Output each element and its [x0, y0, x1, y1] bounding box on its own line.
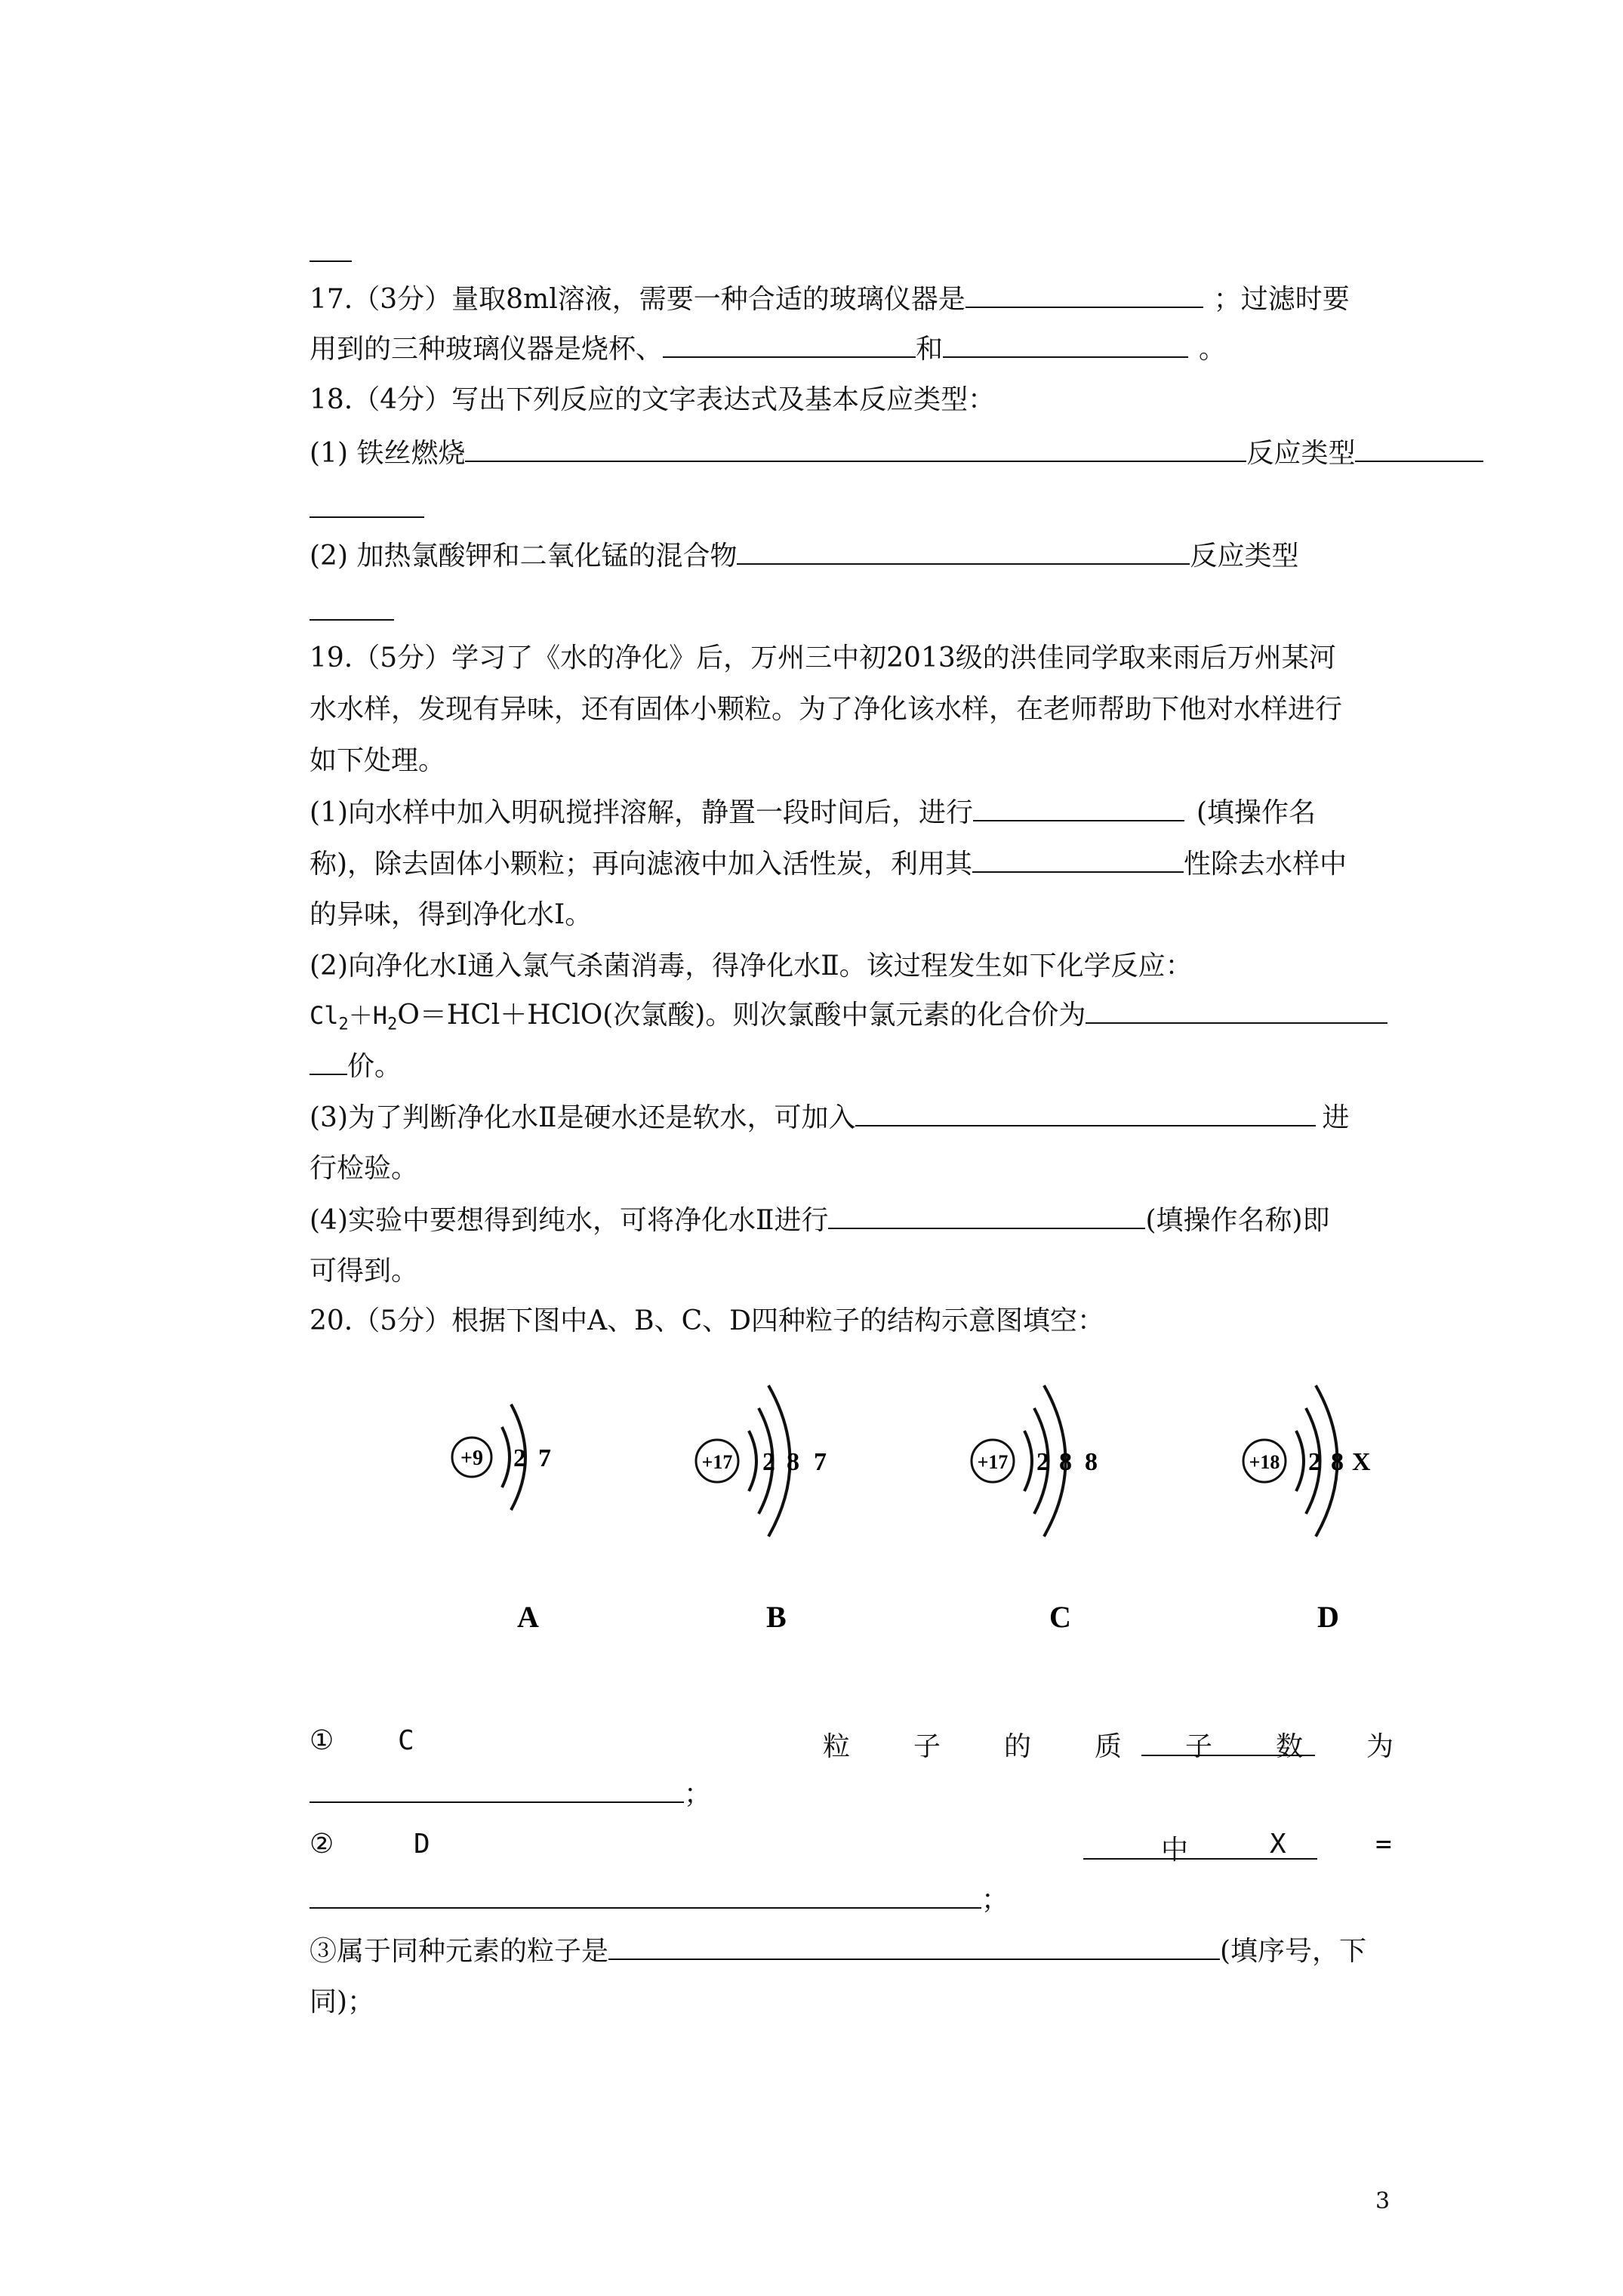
q19-p3b-text: 行检验。: [310, 1153, 419, 1184]
q18-type-label1: 反应类型: [1246, 438, 1356, 469]
q19-blank-distill[interactable]: [828, 1203, 1145, 1229]
q20-s2-x: X: [1270, 1829, 1286, 1860]
particle-label: C: [1049, 1600, 1071, 1634]
q19-head3-text: 如下处理。: [310, 745, 446, 776]
q19-p1a-text: (1)向水样中加入明矾搅拌溶解，静置一段时间后，进行: [310, 797, 973, 828]
q19-p2a-text: (2)向净化水Ⅰ通入氯气杀菌消毒，得净化水Ⅱ。该过程发生如下化学反应：: [310, 951, 1193, 982]
shell-count: 8: [1085, 1448, 1098, 1476]
q19-head1: [310, 642, 1336, 675]
q19-p1b: [310, 847, 1347, 881]
q20-s1-marker: ①: [310, 1725, 334, 1756]
nucleus-charge: +17: [977, 1451, 1009, 1473]
q20-s1-cont: [310, 1777, 711, 1811]
q19-blank-valence-cont[interactable]: [310, 1049, 347, 1075]
q20-head-text: 20.（5分）根据下图中A、B、C、D四种粒子的结构示意图填空：: [310, 1305, 1105, 1336]
particle-label: B: [766, 1600, 787, 1634]
q19-p4b-text: 可得到。: [310, 1256, 419, 1287]
q19-p1c: [310, 898, 592, 932]
q20-blank-proton[interactable]: [1141, 1755, 1315, 1756]
shell-count: 7: [814, 1448, 827, 1476]
q19-p1a: [310, 796, 1316, 830]
q17-blank-instrument[interactable]: [965, 282, 1203, 308]
q18-head: [310, 384, 995, 417]
q19-p2a: [310, 950, 1193, 983]
q20-s1-char: 质: [1095, 1731, 1123, 1762]
shell-arc: [502, 1427, 510, 1487]
q18-item1: [310, 436, 1483, 470]
q17-line2: [310, 332, 1226, 366]
particle-c: [972, 1385, 1098, 1634]
nucleus-charge: +17: [701, 1451, 733, 1473]
q18-blank-type1[interactable]: [1355, 436, 1483, 462]
q18-blank-equation2[interactable]: [737, 539, 1190, 565]
q20-s1-char: 的: [1004, 1731, 1032, 1762]
q19-p4a-text: (4)实验中要想得到纯水，可将净化水Ⅱ进行: [310, 1205, 829, 1236]
q20-s1-end: ；: [684, 1779, 712, 1810]
q20-s2-marker: ②: [310, 1829, 334, 1860]
q18-type-label2: 反应类型: [1190, 541, 1299, 572]
shell-count: 2: [1308, 1448, 1321, 1476]
q20-s3a: [310, 1934, 1366, 1968]
q20-s2-eq: =: [1375, 1829, 1392, 1860]
q17-text1-after: ；过滤时要: [1213, 284, 1350, 315]
q19-eq-mid: ＋H: [348, 1001, 388, 1030]
q18-item2-text: (2) 加热氯酸钾和二氧化锰的混合物: [310, 541, 738, 572]
shell-count: 8: [1059, 1448, 1072, 1476]
q19-p3b: [310, 1152, 418, 1185]
q19-p3a: [310, 1101, 1349, 1135]
q20-s2-letter: D: [414, 1829, 430, 1860]
q19-eq-cl: Cl: [310, 1001, 339, 1030]
q20-s3b: [310, 1986, 374, 2019]
shell-count: X: [1352, 1448, 1371, 1476]
q20-s2-char: 中: [1161, 1835, 1189, 1866]
q19-head2-text: 水水样，发现有异味，还有固体小颗粒。为了净化该水样，在老师帮助下他对水样进行: [310, 694, 1343, 725]
q19-p1b-end: 性除去水样中: [1184, 849, 1347, 880]
q20-blank-x-cont[interactable]: [310, 1883, 981, 1909]
q17-text1: 17.（3分）量取8ml溶液，需要一种合适的玻璃仪器是: [310, 284, 965, 315]
q17-blank-3[interactable]: [943, 332, 1188, 358]
shell-count: 8: [1331, 1448, 1344, 1476]
q19-p4b: [310, 1255, 418, 1288]
q19-eq-post: O＝HCl＋HClO(次氯酸)。则次氯酸中氯元素的化合价为: [397, 1000, 1086, 1031]
q19-p2c-text: 价。: [347, 1051, 402, 1082]
q17-text2b: 和: [916, 334, 944, 365]
q17-text2-end: 。: [1199, 334, 1227, 365]
particle-label: D: [1317, 1600, 1339, 1634]
q19-blank-valence[interactable]: [1086, 998, 1387, 1024]
q20-s3a-text: ③属于同种元素的粒子是: [310, 1936, 609, 1967]
q18-blank-equation1[interactable]: [465, 436, 1246, 462]
q19-blank-operation[interactable]: [973, 796, 1184, 821]
q20-s2-end: ；: [981, 1885, 1009, 1915]
q18-blank-type2[interactable]: [310, 619, 394, 621]
shell-count: 2: [762, 1448, 775, 1476]
particle-d: [1243, 1385, 1371, 1634]
q20-s1-char: 子: [1185, 1731, 1213, 1762]
q20-blank-x[interactable]: [1083, 1858, 1317, 1860]
q20-s3b-text: 同)；: [310, 1986, 375, 2017]
q18-head-text: 18.（4分）写出下列反应的文字表达式及基本反应类型：: [310, 384, 996, 415]
q20-s2-line: [310, 1829, 1623, 1866]
q20-s1-char: 子: [913, 1731, 941, 1762]
q20-s1-line: [310, 1725, 1623, 1762]
q19-p3a-end: 进: [1322, 1102, 1350, 1133]
shell-count: 2: [513, 1444, 526, 1472]
particle-label: A: [517, 1600, 539, 1634]
q20-s1-char: 粒: [823, 1731, 851, 1762]
q18-item1-text: (1) 铁丝燃烧: [310, 438, 466, 469]
shell-arc: [1024, 1431, 1032, 1491]
q19-p4a-end: (填操作名称)即: [1145, 1205, 1330, 1236]
q20-blank-same-element[interactable]: [608, 1934, 1220, 1960]
q20-blank-proton-cont[interactable]: [310, 1777, 684, 1803]
q20-s1-letter: C: [398, 1725, 414, 1756]
shell-arc: [749, 1431, 756, 1491]
q17-blank-2[interactable]: [663, 332, 916, 358]
q19-head2: [310, 693, 1342, 726]
shell-count: 8: [787, 1448, 799, 1476]
page-number: 3: [1375, 2188, 1390, 2214]
q19-p3a-text: (3)为了判断净化水Ⅱ是硬水还是软水，可加入: [310, 1102, 856, 1133]
particle-b: [696, 1385, 827, 1634]
top-answer-stub: [310, 260, 352, 262]
q18-blank-type1-cont[interactable]: [310, 516, 424, 518]
particle-structure-figure: [438, 1344, 1374, 1661]
shell-count: 7: [538, 1444, 551, 1472]
q18-item2: [310, 539, 1298, 573]
nucleus-charge: +9: [460, 1447, 483, 1470]
q19-head3: [310, 744, 445, 778]
nucleus-charge: +18: [1249, 1451, 1280, 1473]
q19-head1-text: 19.（5分）学习了《水的净化》后，万州三中初2013级的洪佳同学取来雨后万州某河: [310, 643, 1336, 673]
q19-p2b: [310, 998, 1387, 1041]
shell-count: 2: [1036, 1448, 1049, 1476]
q20-s2-cont: [310, 1883, 1009, 1917]
q20-head: [310, 1305, 1104, 1338]
shell-arc: [1296, 1431, 1304, 1491]
q19-p1b-text: 称)，除去固体小颗粒；再向滤液中加入活性炭，利用其: [310, 849, 973, 880]
q17-line1: [310, 282, 1350, 316]
q19-p1c-text: 的异味，得到净化水Ⅰ。: [310, 899, 593, 930]
q19-p1a-end: (填操作名: [1196, 797, 1317, 828]
q20-s1-char: 为: [1366, 1731, 1394, 1762]
q19-p4a: [310, 1203, 1330, 1237]
q19-p2c: [310, 1049, 402, 1083]
q17-text2a: 用到的三种玻璃仪器是烧杯、: [310, 334, 664, 365]
q19-eq-sub2: 2: [387, 1015, 398, 1034]
q19-blank-property[interactable]: [972, 847, 1184, 873]
q19-eq-sub1: 2: [338, 1015, 349, 1034]
q20-s3a-end: (填序号，下: [1220, 1936, 1367, 1967]
q19-blank-reagent[interactable]: [855, 1101, 1316, 1126]
q20-s1-char: 数: [1276, 1731, 1304, 1762]
particle-a: [452, 1404, 551, 1634]
